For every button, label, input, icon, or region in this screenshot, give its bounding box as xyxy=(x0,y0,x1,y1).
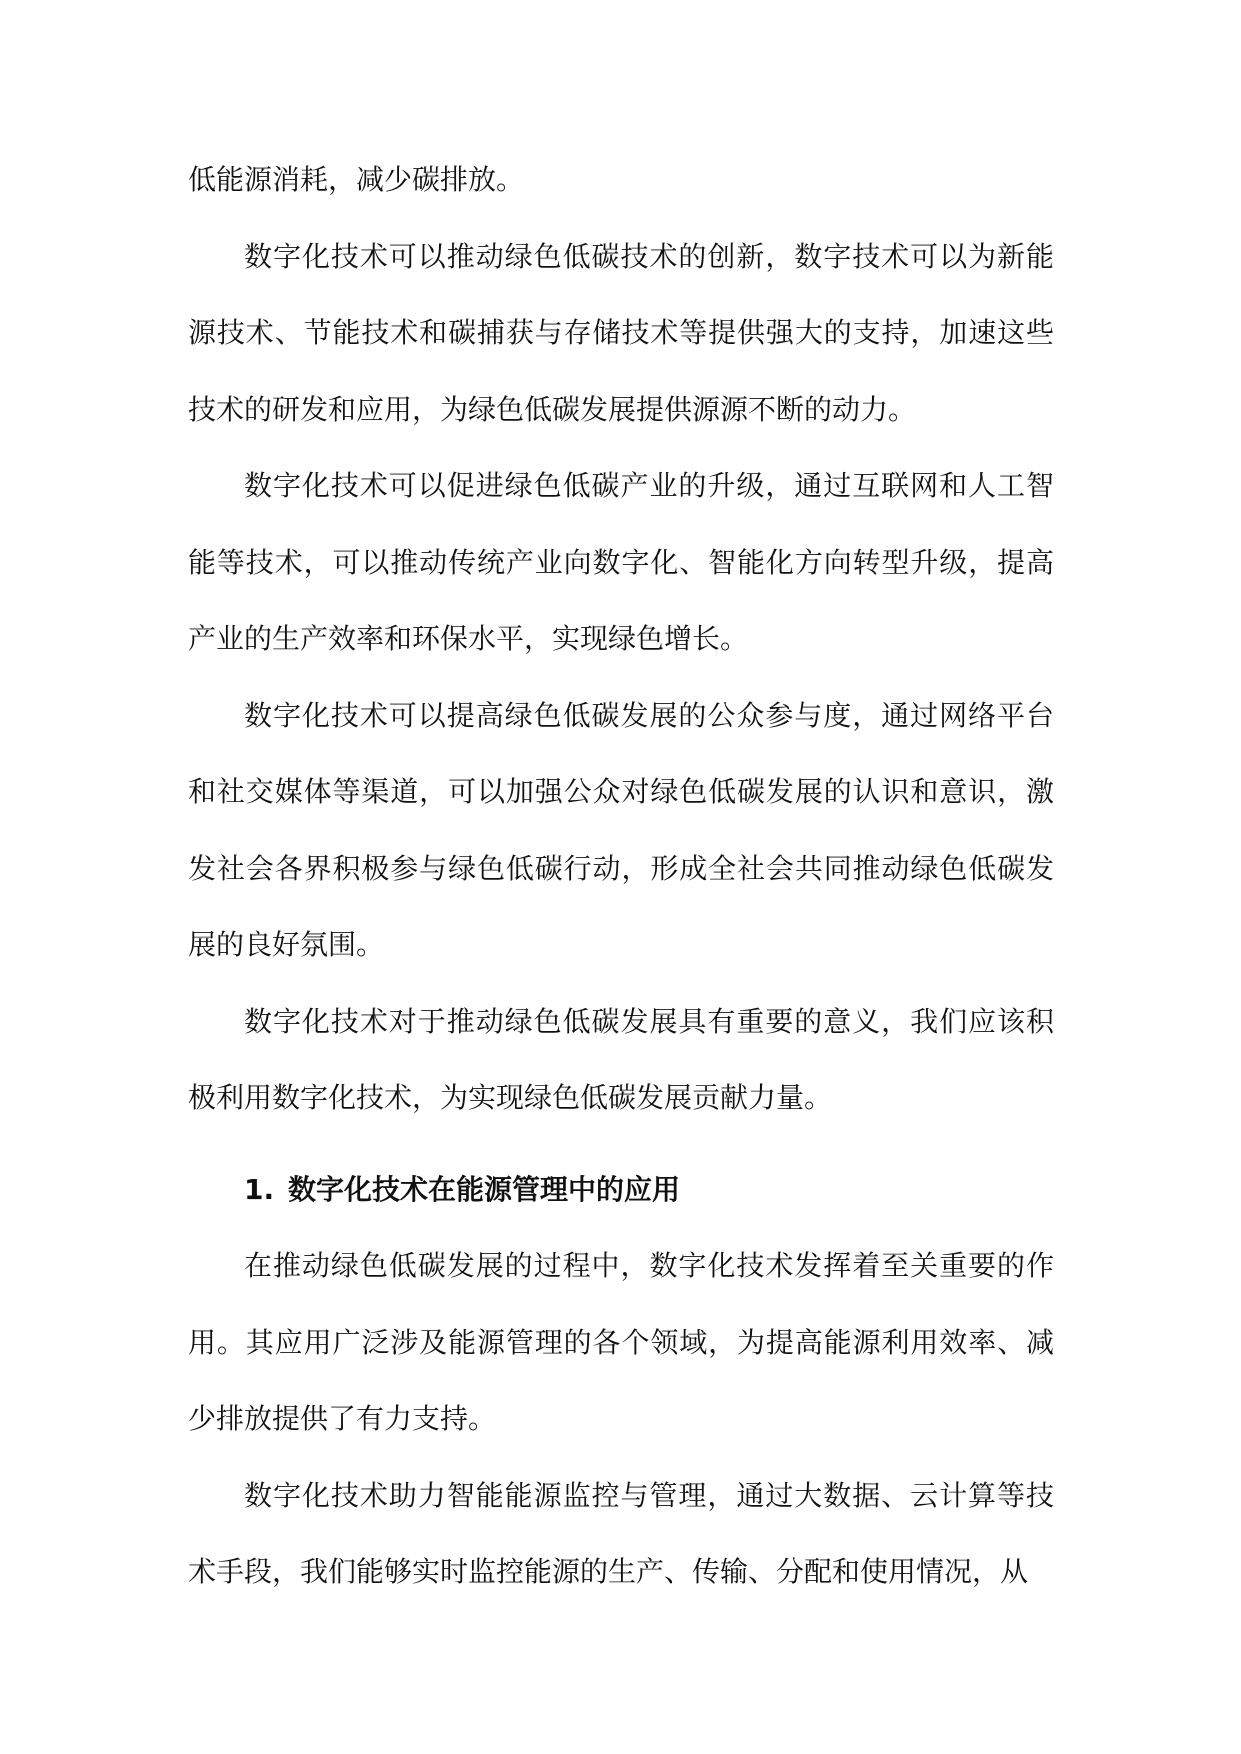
paragraph-role: 在推动绿色低碳发展的过程中，数字化技术发挥着至关重要的作用。其应用广泛涉及能源管理的各个领域，为提高能源利用效率、减少排放提供了有力支持。 xyxy=(188,1249,1054,1435)
paragraph-significance: 数字化技术对于推动绿色低碳发展具有重要的意义，我们应该积极利用数字化技术，为实现绿色低碳发展贡献力量。 xyxy=(188,1004,1054,1114)
paragraph-energy-monitoring: 数字化技术助力智能能源监控与管理，通过大数据、云计算等技术手段，我们能够实时监控能源的生产、传输、分配和使用情况，从 xyxy=(188,1478,1054,1588)
paragraph-innovation: 数字化技术可以推动绿色低碳技术的创新，数字技术可以为新能源技术、节能技术和碳捕获与存储技术等提供强大的支持，加速这些技术的研发和应用，为绿色低碳发展提供源源不断的动力。 xyxy=(188,239,1054,426)
paragraph-public-participation: 数字化技术可以提高绿色低碳发展的公众参与度，通过网络平台和社交媒体等渠道，可以加强公众对绿色低碳发展的认识和意识，激发社会各界积极参与绿色低碳行动，形成全社会共同推动绿色低碳发展的良好氛围。 xyxy=(188,698,1054,961)
section-number: 1. xyxy=(244,1172,275,1206)
section-heading xyxy=(188,1152,1054,1229)
section-title: 数字化技术在能源管理中的应用 xyxy=(288,1172,681,1206)
paragraph-continuation: 低能源消耗，减少碳排放。 xyxy=(188,163,525,196)
document-body xyxy=(188,142,1054,1611)
paragraph-industry-upgrade: 数字化技术可以促进绿色低碳产业的升级，通过互联网和人工智能等技术，可以推动传统产业向数字化、智能化方向转型升级，提高产业的生产效率和环保水平，实现绿色增长。 xyxy=(188,469,1054,655)
